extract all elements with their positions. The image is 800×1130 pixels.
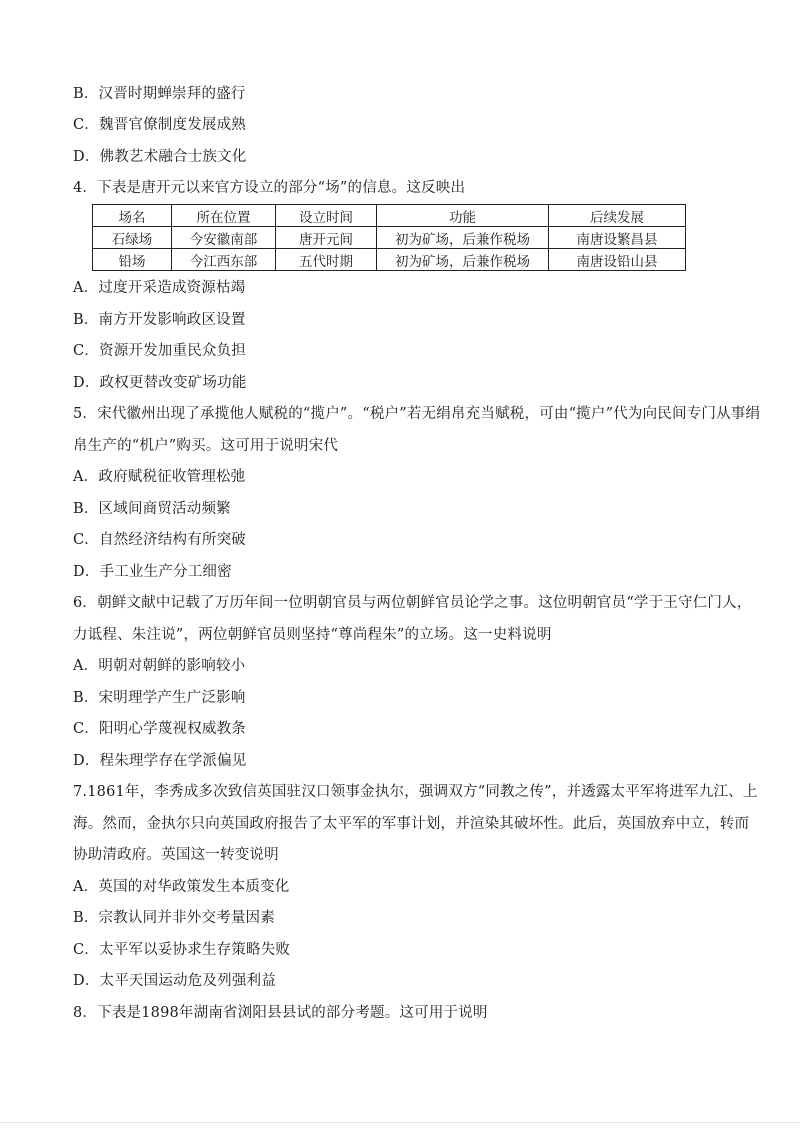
table-cell: 今江西东部 (172, 249, 276, 271)
table-header-cell: 场名 (93, 205, 172, 227)
option-4b: B．南方开发影响政区设置 (73, 312, 246, 328)
option-3c: C．魏晋官僚制度发展成熟 (73, 117, 246, 133)
question-4-stem: 4．下表是唐开元以来官方设立的部分“场”的信息。这反映出 (73, 180, 466, 196)
question-8-stem: 8．下表是1898年湖南省浏阳县县试的部分考题。这可用于说明 (73, 1005, 488, 1021)
option-5b: B．区域间商贸活动频繁 (73, 501, 231, 517)
question-6-stem-line-2: 力诋程、朱注说”，两位朝鲜官员则坚持“尊尚程朱”的立场。这一史料说明 (73, 627, 552, 643)
table-header-row (93, 205, 686, 227)
option-6a: A．明朝对朝鲜的影响较小 (73, 658, 246, 674)
page-bottom-divider (0, 1122, 800, 1123)
table-header-cell: 所在位置 (172, 205, 276, 227)
question-6-stem-line-1: 6．朝鲜文献中记载了万历年间一位明朝官员与两位朝鲜官员论学之事。这位明朝官员“学于王守仁门人， (73, 595, 752, 611)
table-cell: 唐开元间 (276, 227, 377, 249)
option-6c: C．阳明心学蔑视权威教条 (73, 721, 246, 737)
option-7b: B．宗教认同并非外交考量因素 (73, 910, 275, 926)
table-cell: 今安徽南部 (172, 227, 276, 249)
option-5d: D．手工业生产分工细密 (73, 564, 232, 580)
option-3b: B．汉晋时期蝉崇拜的盛行 (73, 86, 246, 102)
table-cell: 五代时期 (276, 249, 377, 271)
option-5a: A．政府赋税征收管理松弛 (73, 469, 246, 485)
option-7d: D．太平天国运动危及列强利益 (73, 973, 276, 989)
option-7c: C．太平军以妥协求生存策略失败 (73, 942, 291, 958)
question-7-stem-line-1: 7.1861年，李秀成多次致信英国驻汉口领事金执尔，强调双方“同教之传”，并透露太平军将进军九江、上 (73, 784, 758, 800)
site-info-table (92, 204, 686, 271)
option-6b: B．宋明理学产生广泛影响 (73, 690, 246, 706)
table-header-cell: 设立时间 (276, 205, 377, 227)
question-7-stem-line-2: 海。然而，金执尔只向英国政府报告了太平军的军事计划，并渲染其破坏性。此后，英国放弃中立，转而 (73, 816, 750, 832)
table-row (93, 227, 686, 249)
table-cell: 石绿场 (93, 227, 172, 249)
table-row (93, 249, 686, 271)
option-3d: D．佛教艺术融合士族文化 (73, 149, 247, 165)
option-4c: C．资源开发加重民众负担 (73, 343, 246, 359)
option-4a: A．过度开采造成资源枯竭 (73, 280, 246, 296)
table-cell: 南唐设繁昌县 (549, 227, 686, 249)
table-header-cell: 功能 (377, 205, 549, 227)
table-cell: 铅场 (93, 249, 172, 271)
question-5-stem-line-2: 帛生产的“机户”购买。这可用于说明宋代 (73, 438, 339, 454)
table-cell: 南唐设铅山县 (549, 249, 686, 271)
option-7a: A．英国的对华政策发生本质变化 (73, 879, 290, 895)
question-5-stem-line-1: 5．宋代徽州出现了承揽他人赋税的“揽户”。“税户”若无绢帛充当赋税，可由“揽户”代为向民间专门从事绢 (73, 406, 761, 422)
option-4d: D．政权更替改变矿场功能 (73, 375, 247, 391)
table-header-cell: 后续发展 (549, 205, 686, 227)
option-6d: D．程朱理学存在学派偏见 (73, 753, 247, 769)
question-7-stem-line-3: 协助清政府。英国这一转变说明 (73, 847, 279, 863)
table-cell: 初为矿场，后兼作税场 (377, 227, 549, 249)
option-5c: C．自然经济结构有所突破 (73, 532, 246, 548)
table-cell: 初为矿场，后兼作税场 (377, 249, 549, 271)
